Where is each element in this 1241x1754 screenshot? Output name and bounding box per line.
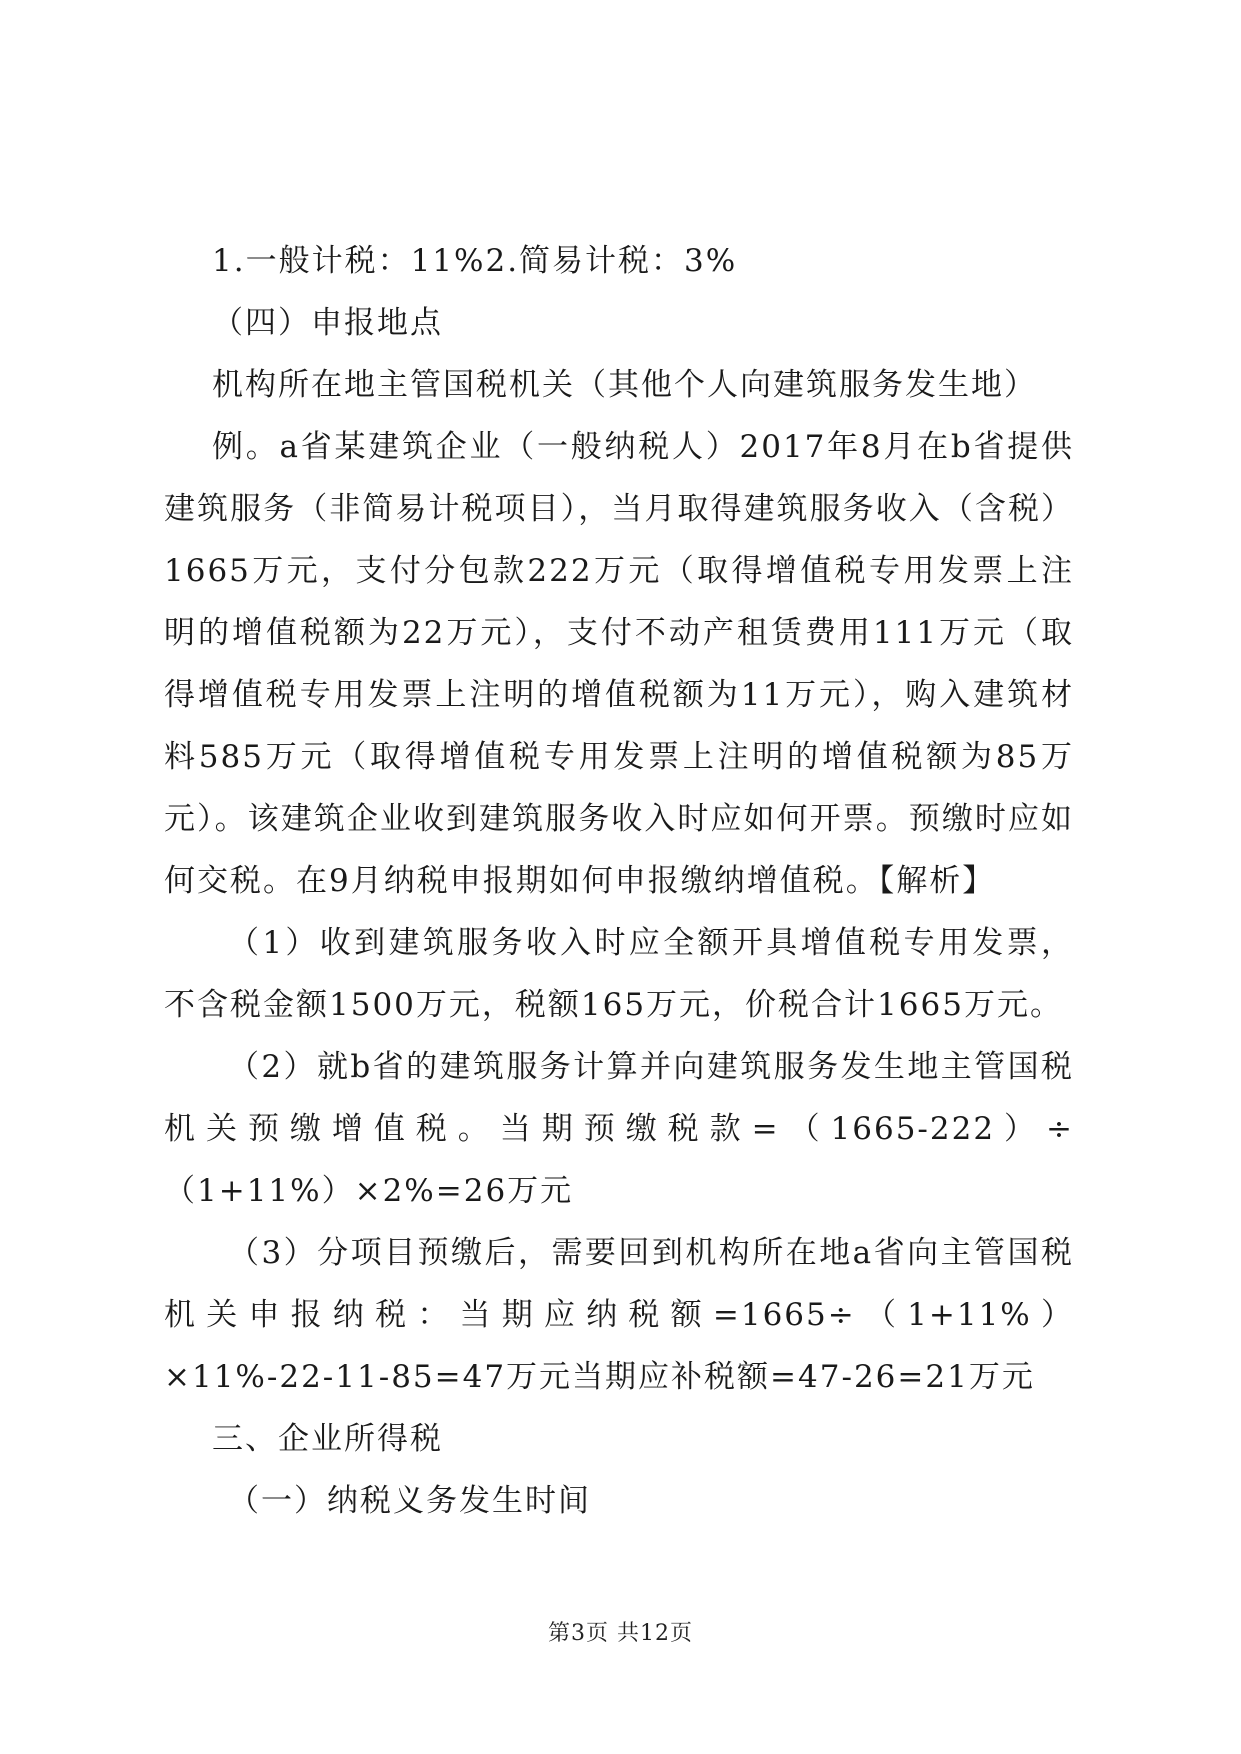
paragraph-analysis-2: （2）就b省的建筑服务计算并向建筑服务发生地主管国税机关预缴增值税。当期预缴税款=（1665-222）÷（1+11%）×2%=26万元 [164, 1049, 1074, 1209]
paragraph-tax-rates: 1.一般计税：11%2.简易计税：3% [212, 243, 738, 279]
section-heading-corporate-income-tax: 三、企业所得税 [212, 1421, 443, 1457]
section-heading-declaration-location: （四）申报地点 [212, 305, 443, 341]
paragraph-declaration-authority: 机构所在地主管国税机关（其他个人向建筑服务发生地） [212, 367, 1037, 403]
document-body [164, 230, 1074, 1532]
section-heading-tax-obligation-time: （一）纳税义务发生时间 [228, 1483, 591, 1519]
page-number-indicator: 第3页 共12页 [548, 1621, 693, 1646]
page-footer [0, 1616, 1241, 1647]
paragraph-example: 例。a省某建筑企业（一般纳税人）2017年8月在b省提供建筑服务（非简易计税项目），当月取得建筑服务收入（含税）1665万元，支付分包款222万元（取得增值税专用发票上注明的增值税额为22万元），支付不动产租赁费用111万元（取得增值税专用发票上注明的增值税额为11万元），购入建筑材料585万元（取得增值税专用发票上注明的增值税额为85万元）。该建筑企业收到建筑服务收入时应如何开票。预缴时应如何交税。在9月纳税申报期如何申报缴纳增值税。【解析】 [164, 429, 1074, 899]
paragraph-analysis-3: （3）分项目预缴后，需要回到机构所在地a省向主管国税机关申报纳税：当期应纳税额=1665÷（1+11%）×11%-22-11-85=47万元当期应补税额=47-26=21万元 [164, 1235, 1074, 1395]
paragraph-analysis-1: （1）收到建筑服务收入时应全额开具增值税专用发票，不含税金额1500万元，税额165万元，价税合计1665万元。 [164, 925, 1074, 1023]
